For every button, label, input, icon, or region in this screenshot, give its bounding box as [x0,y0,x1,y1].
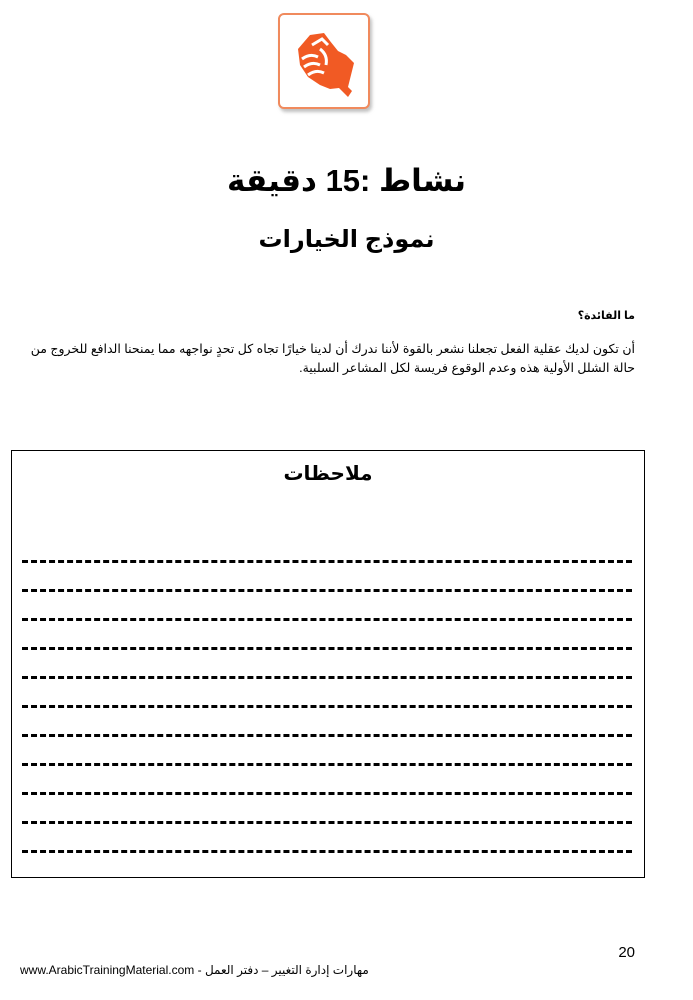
note-line [22,734,632,737]
note-line [22,821,632,824]
notes-title: ملاحظات [283,463,373,485]
note-line [22,560,632,563]
note-line [22,705,632,708]
page-subtitle: نموذج الخيارات [258,226,435,253]
handshake-icon [280,15,368,107]
page-title: نشاط :15 دقيقة [226,163,467,198]
note-line [22,647,632,650]
note-line [22,676,632,679]
footer-text: www.ArabicTrainingMaterial.com - مهارات إدارة التغيير – دفتر العمل [20,963,369,977]
page-number: 20 [618,944,635,961]
note-line [22,850,632,853]
note-line [22,589,632,592]
benefit-paragraph: أن تكون لديك عقلية الفعل تجعلنا نشعر بالقوة لأننا ندرك أن لدينا خيارًا تجاه كل تحدٍ نواجهه مما يمنحنا الدافع للخروج من حالة الشلل الأولية هذه وعدم الوقوع فريسة لكل المشاعر السلبية. [30,342,635,375]
activity-logo [278,13,370,109]
benefit-question: ما الفائدة؟ [577,310,635,322]
note-line [22,792,632,795]
notes-box [11,450,645,878]
note-line [22,618,632,621]
note-line [22,763,632,766]
notes-lines [22,560,632,879]
